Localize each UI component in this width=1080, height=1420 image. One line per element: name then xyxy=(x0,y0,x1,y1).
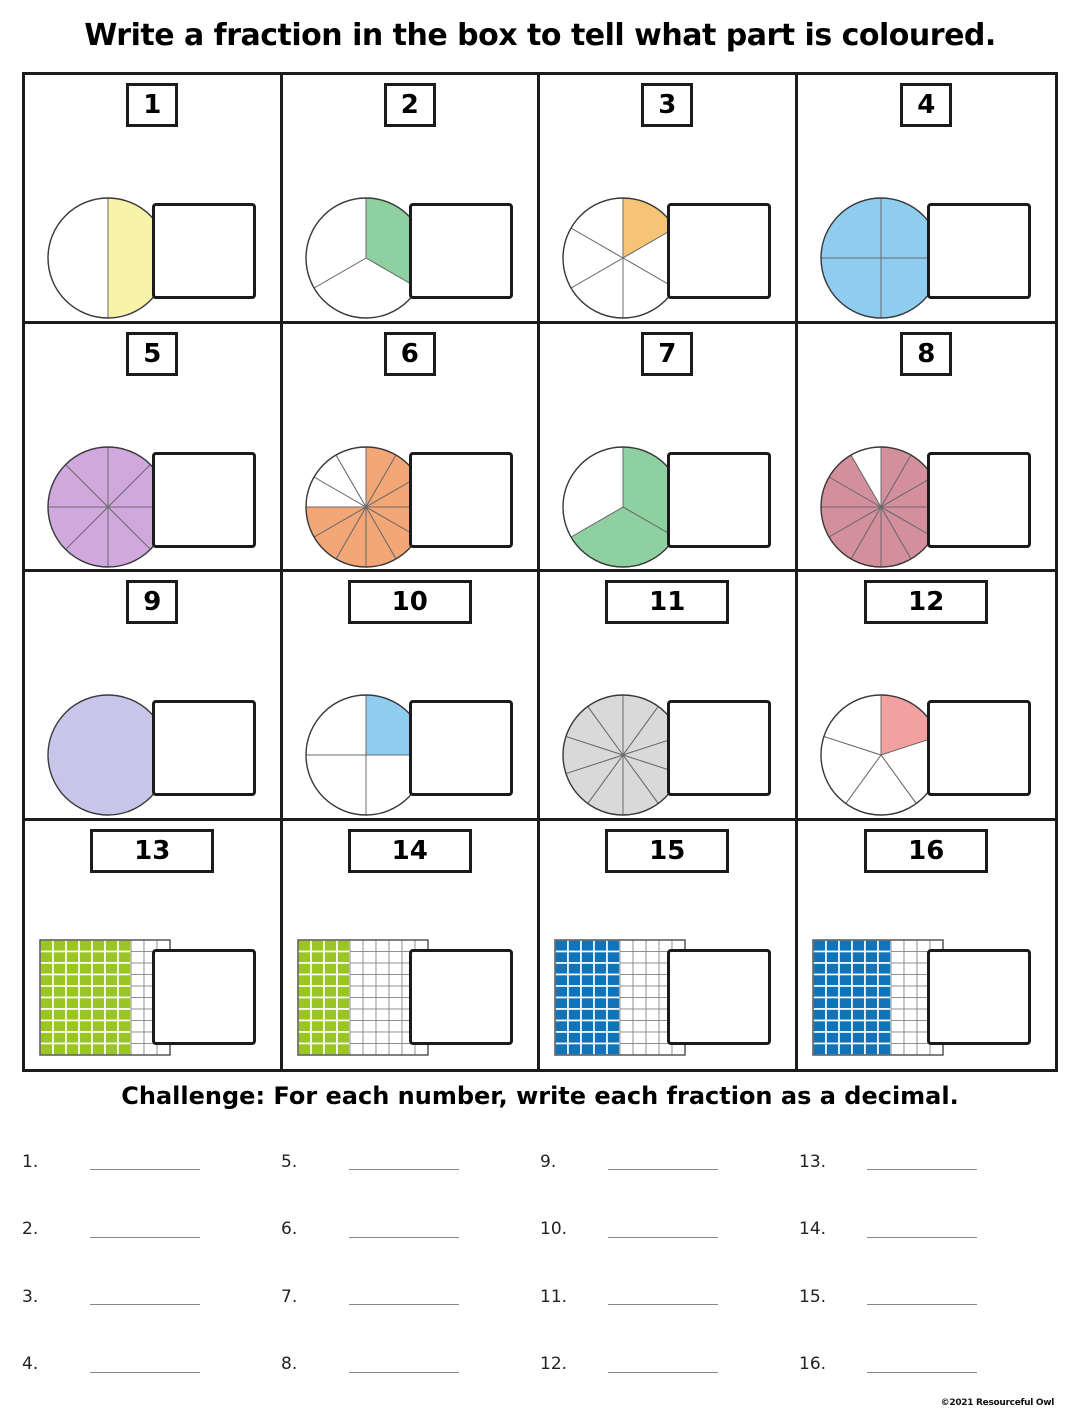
answer-write-line[interactable] xyxy=(90,1153,200,1170)
problem-cell-8 xyxy=(798,324,1056,573)
answer-write-line[interactable] xyxy=(867,1221,977,1238)
answer-box-7[interactable] xyxy=(667,452,771,548)
problem-number-5: 5 xyxy=(126,332,178,376)
problem-number-8: 8 xyxy=(900,332,952,376)
answer-write-line[interactable] xyxy=(349,1221,459,1238)
answer-write-line[interactable] xyxy=(867,1356,977,1373)
problem-cell-6 xyxy=(283,324,541,573)
answer-write-line[interactable] xyxy=(608,1221,718,1238)
page-title: Write a fraction in the box to tell what part is coloured. xyxy=(84,18,996,53)
answer-line-label: 2. xyxy=(22,1219,39,1240)
problem-cell-2 xyxy=(283,75,541,324)
answer-box-5[interactable] xyxy=(152,452,256,548)
answer-write-line[interactable] xyxy=(90,1356,200,1373)
problem-number-13: 13 xyxy=(90,829,214,873)
answer-line-label: 7. xyxy=(281,1286,298,1307)
answer-line-label: 6. xyxy=(281,1219,298,1240)
answer-box-3[interactable] xyxy=(667,203,771,299)
answer-lines-section xyxy=(22,1128,1058,1398)
answer-line-13 xyxy=(799,1128,1058,1196)
answer-line-label: 15. xyxy=(799,1286,827,1307)
problem-cell-16 xyxy=(798,821,1056,1070)
answer-box-2[interactable] xyxy=(409,203,513,299)
answer-write-line[interactable] xyxy=(608,1153,718,1170)
answer-line-label: 5. xyxy=(281,1151,298,1172)
problem-cell-9 xyxy=(25,572,283,821)
answer-box-11[interactable] xyxy=(667,700,771,796)
answer-line-label: 4. xyxy=(22,1354,39,1375)
answer-line-14 xyxy=(799,1196,1058,1264)
answer-line-12 xyxy=(540,1331,799,1399)
answer-line-2 xyxy=(22,1196,281,1264)
problem-number-14: 14 xyxy=(348,829,472,873)
fraction-figure-8 xyxy=(816,442,946,572)
answer-write-line[interactable] xyxy=(349,1356,459,1373)
problem-cell-10 xyxy=(283,572,541,821)
answer-line-15 xyxy=(799,1263,1058,1331)
answer-line-label: 13. xyxy=(799,1151,827,1172)
answer-line-7 xyxy=(281,1263,540,1331)
answer-box-15[interactable] xyxy=(667,949,771,1045)
problem-cell-7 xyxy=(540,324,798,573)
problem-cell-1 xyxy=(25,75,283,324)
answer-write-line[interactable] xyxy=(608,1356,718,1373)
problem-number-3: 3 xyxy=(641,83,693,127)
answer-line-label: 12. xyxy=(540,1354,568,1375)
answer-line-label: 3. xyxy=(22,1286,39,1307)
answer-line-5 xyxy=(281,1128,540,1196)
problem-number-16: 16 xyxy=(864,829,988,873)
answer-write-line[interactable] xyxy=(90,1288,200,1305)
problem-number-15: 15 xyxy=(605,829,729,873)
problem-number-4: 4 xyxy=(900,83,952,127)
problem-number-10: 10 xyxy=(348,580,472,624)
fraction-figure-4 xyxy=(816,193,946,323)
challenge-heading: Challenge: For each number, write each fraction as a decimal. xyxy=(121,1082,959,1110)
problem-number-9: 9 xyxy=(126,580,178,624)
problem-grid xyxy=(22,72,1058,1072)
answer-write-line[interactable] xyxy=(349,1288,459,1305)
answer-line-label: 10. xyxy=(540,1219,568,1240)
answer-write-line[interactable] xyxy=(867,1153,977,1170)
answer-line-16 xyxy=(799,1331,1058,1399)
copyright-footer: ©2021 Resourceful Owl xyxy=(940,1398,1054,1408)
problem-cell-14 xyxy=(283,821,541,1070)
answer-line-6 xyxy=(281,1196,540,1264)
problem-number-2: 2 xyxy=(384,83,436,127)
problem-cell-4 xyxy=(798,75,1056,324)
answer-write-line[interactable] xyxy=(608,1288,718,1305)
answer-box-1[interactable] xyxy=(152,203,256,299)
fraction-figure-12 xyxy=(816,690,946,820)
answer-line-label: 9. xyxy=(540,1151,557,1172)
problem-number-11: 11 xyxy=(605,580,729,624)
answer-box-6[interactable] xyxy=(409,452,513,548)
answer-write-line[interactable] xyxy=(90,1221,200,1238)
answer-box-9[interactable] xyxy=(152,700,256,796)
problem-cell-13 xyxy=(25,821,283,1070)
answer-line-10 xyxy=(540,1196,799,1264)
problem-number-6: 6 xyxy=(384,332,436,376)
answer-box-16[interactable] xyxy=(927,949,1031,1045)
answer-box-8[interactable] xyxy=(927,452,1031,548)
problem-cell-15 xyxy=(540,821,798,1070)
answer-line-label: 11. xyxy=(540,1286,568,1307)
problem-cell-11 xyxy=(540,572,798,821)
answer-line-3 xyxy=(22,1263,281,1331)
answer-line-11 xyxy=(540,1263,799,1331)
problem-cell-5 xyxy=(25,324,283,573)
answer-box-12[interactable] xyxy=(927,700,1031,796)
answer-box-4[interactable] xyxy=(927,203,1031,299)
answer-line-1 xyxy=(22,1128,281,1196)
answer-box-10[interactable] xyxy=(409,700,513,796)
answer-write-line[interactable] xyxy=(867,1288,977,1305)
answer-line-label: 8. xyxy=(281,1354,298,1375)
answer-write-line[interactable] xyxy=(349,1153,459,1170)
answer-line-label: 1. xyxy=(22,1151,39,1172)
answer-box-14[interactable] xyxy=(409,949,513,1045)
problem-number-12: 12 xyxy=(864,580,988,624)
answer-line-9 xyxy=(540,1128,799,1196)
problem-number-7: 7 xyxy=(641,332,693,376)
problem-number-1: 1 xyxy=(126,83,178,127)
problem-cell-12 xyxy=(798,572,1056,821)
problem-cell-3 xyxy=(540,75,798,324)
answer-box-13[interactable] xyxy=(152,949,256,1045)
answer-line-4 xyxy=(22,1331,281,1399)
answer-line-8 xyxy=(281,1331,540,1399)
answer-line-label: 14. xyxy=(799,1219,827,1240)
answer-line-label: 16. xyxy=(799,1354,827,1375)
